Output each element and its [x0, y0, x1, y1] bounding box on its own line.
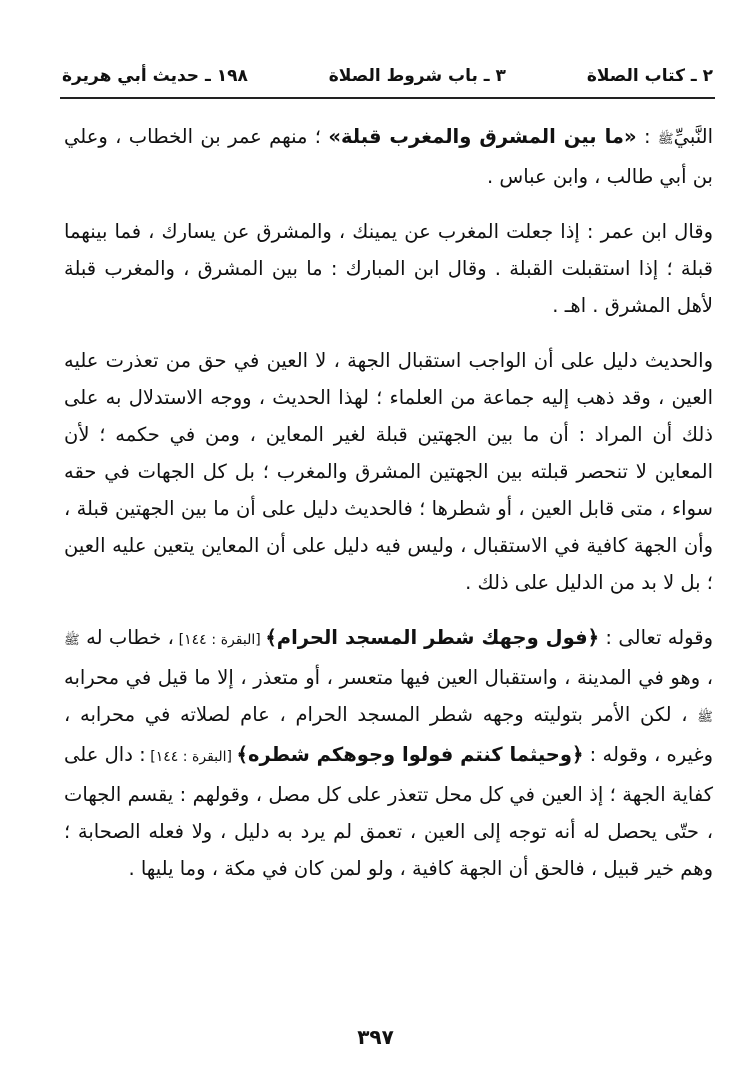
paragraph-1	[64, 118, 713, 195]
header-book-title: ٢ ـ كتاب الصلاة	[586, 66, 713, 86]
text-run: ، وهو في المدينة ، واستقبال العين فيها متعسر ، أو متعذر ، إلا ما قيل في محرابه	[64, 666, 713, 689]
verse-reference: [البقرة : ١٤٤]	[145, 749, 237, 765]
text-run: النَّبيِّ	[673, 125, 714, 148]
main-text	[64, 118, 713, 905]
salutation-glyph: ﷺ	[697, 710, 713, 725]
running-header	[62, 56, 713, 96]
salutation-glyph: ﷺ	[64, 633, 80, 648]
text-run: : دال على كفاية الجهة ؛ إذ العين في كل محل تتعذر على كل مصل ، وقولهم : يقسم الجهات ، حتّى يحصل له أنه توجه إلى العين ، تعمق لم يرد به دليل ، ولا فعله الصحابة ؛ وهم خير قبيل ، فالحق أن الجهة كافية ، ولو لمن كان في مكة ، وما يليها .	[64, 743, 713, 880]
text-run: ، لكن الأمر بتوليته وجهه شطر المسجد الحرام ، عام لصلاته في محرابه ، وغيره ، وقوله :	[64, 703, 713, 766]
page-number: ٣٩٧	[357, 1025, 394, 1049]
verse-reference: [البقرة : ١٤٤]	[173, 632, 266, 648]
text-run: ، خطاب له	[79, 626, 174, 649]
text-run: ؛ منهم عمر بن الخطاب ، وعلي بن أبي طالب ، وابن عباس .	[64, 125, 713, 188]
quran-verse: ﴿وحيثما كنتم فولوا وجوهكم شطره﴾	[236, 743, 584, 766]
quran-verse: ﴿فول وجهك شطر المسجد الحرام﴾	[265, 626, 600, 649]
text-run: وقوله تعالى :	[599, 626, 713, 649]
header-chapter-title: ٣ ـ باب شروط الصلاة	[328, 66, 506, 86]
paragraph-3: والحديث دليل على أن الواجب استقبال الجهة ، لا العين في حق من تعذرت عليه العين ، وقد ذهب إليه جماعة من العلماء ؛ لهذا الحديث ، ووجه الاستدلال به على ذلك أن المراد : أن ما بين الجهتين قبلة لغير المعاين ، ومن في حكمه ؛ لأن المعاين لا تنحصر قبلته بين الجهتين المشرق والمغرب ؛ بل كل الجهات في حقه سواء ، متى قابل العين ، أو شطرها ؛ فالحديث دليل على أن ما بين الجهتين قبلة ، وأن الجهة كافية في الاستقبال ، وليس فيه دليل على أن المعاين يتعين عليه العين ؛ بل لا بد من الدليل على ذلك .	[64, 349, 713, 594]
text-run: :	[636, 125, 658, 148]
paragraph-4	[64, 619, 713, 887]
hadith-quote: «ما بين المشرق والمغرب قبلة»	[328, 125, 637, 148]
salutation-glyph: ﷺ	[657, 132, 674, 147]
header-divider	[60, 97, 715, 99]
paragraph-2: وقال ابن عمر : إذا جعلت المغرب عن يمينك ، والمشرق عن يسارك ، فما بينهما قبلة ؛ إذا استقبلت القبلة . وقال ابن المبارك : ما بين المشرق ، والمغرب قبلة لأهل المشرق . اهـ .	[64, 220, 713, 317]
header-hadith-title: ١٩٨ ـ حديث أبي هريرة	[62, 66, 248, 86]
